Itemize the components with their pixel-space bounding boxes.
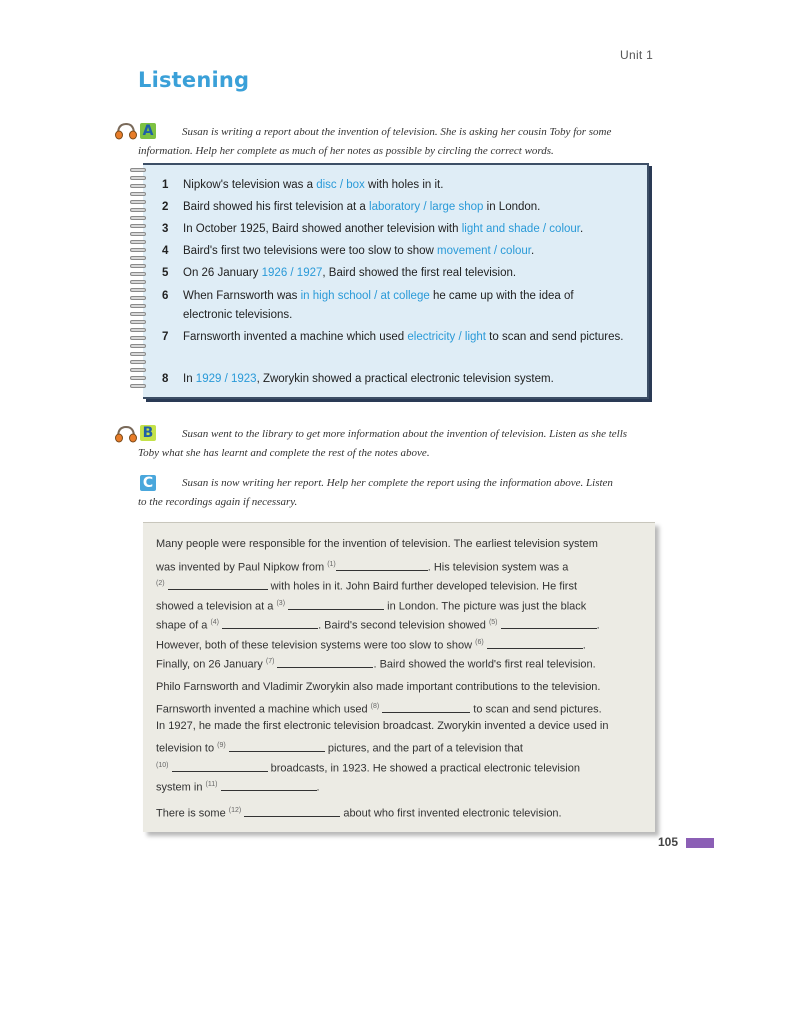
spiral-binding — [130, 168, 148, 394]
page-title: Listening — [138, 68, 250, 92]
note-number: 1 — [162, 179, 169, 191]
note-number: 5 — [162, 267, 169, 279]
section-letter-b: B — [140, 425, 156, 441]
report-line: In 1927, he made the first electronic television broadcast. Zworykin invented a device used in — [156, 720, 609, 732]
report-line: Philo Farnsworth and Vladimir Zworykin also made important contributions to the television. — [156, 681, 601, 693]
note-text: to scan and send pictures. — [485, 331, 624, 343]
section-c-text: Susan is now writing her report. Help her complete the report using the information above. Listen to the recordings again if necessary. — [138, 477, 613, 508]
report-line: showed a television at a $^{(3)}$ in London. The picture was just the black — [156, 600, 587, 613]
note-number: 7 — [162, 331, 169, 343]
blank-11[interactable] — [221, 781, 317, 791]
report-line: However, both of these television systems were too slow to show $^{(6)}$ . — [156, 639, 586, 652]
report-line: television to $^{(9)}$ pictures, and the part of a television that — [156, 742, 523, 755]
blank-7[interactable] — [277, 658, 373, 668]
note-options[interactable]: 1926 / 1927 — [261, 267, 323, 279]
report-line: Many people were responsible for the invention of television. The earliest television system — [156, 538, 598, 550]
headphones-icon — [114, 122, 138, 140]
note-options[interactable]: disc / box — [316, 179, 365, 191]
note-text: On 26 January — [183, 267, 262, 279]
page-number: 105 — [658, 835, 679, 849]
note-text: with holes in it. — [364, 179, 444, 191]
report-line: shape of a $^{(4)}$ . Baird's second television showed $^{(5)}$ . — [156, 619, 600, 632]
report-line: There is some $^{(12)}$ about who first invented electronic television. — [156, 807, 562, 820]
blank-12[interactable] — [244, 807, 340, 817]
note-number: 6 — [162, 290, 169, 302]
note-item — [162, 220, 632, 239]
note-text: In — [183, 373, 196, 385]
note-options[interactable]: light and shade / colour — [461, 223, 580, 235]
blank-6[interactable] — [487, 639, 583, 649]
blank-5[interactable] — [501, 619, 597, 629]
note-number: 3 — [162, 223, 169, 235]
section-a-instruction — [138, 123, 638, 161]
note-item — [162, 242, 632, 261]
report-line: $^{(2)}$ with holes in it. John Baird further developed television. He first — [156, 580, 578, 593]
section-letter-a: A — [140, 123, 156, 139]
section-c-instruction — [138, 474, 618, 512]
section-b-text: Susan went to the library to get more information about the invention of television. Listen as she tells Toby what she has learnt and complete the rest of the notes above. — [138, 428, 628, 459]
report-line: was invented by Paul Nipkow from $^{(1)}$ . His television system was a — [156, 561, 569, 574]
note-text: When Farnsworth was — [183, 290, 301, 302]
headphones-icon — [114, 425, 138, 443]
note-text: Farnsworth invented a machine which used — [183, 331, 408, 343]
note-text: . — [580, 223, 584, 235]
blank-3[interactable] — [288, 600, 384, 610]
note-text: Baird's first two televisions were too slow to show — [183, 245, 438, 257]
note-text: in London. — [483, 201, 541, 213]
note-number: 4 — [162, 245, 169, 257]
blank-8[interactable] — [382, 703, 470, 713]
note-text: he came up with the idea of electronic televisions. — [183, 290, 574, 321]
note-text: In October 1925, Baird showed another television with — [183, 223, 462, 235]
report-line: $^{(10)}$ broadcasts, in 1923. He showed a practical electronic television — [156, 762, 580, 775]
note-options[interactable]: electricity / light — [407, 331, 486, 343]
note-text: Baird showed his first television at a — [183, 201, 370, 213]
note-text: , Baird showed the first real television. — [322, 267, 517, 279]
report-line: system in $^{(11)}$ . — [156, 781, 320, 794]
section-b-instruction — [138, 425, 648, 463]
note-options[interactable]: laboratory / large shop — [369, 201, 484, 213]
page-number-bar — [686, 838, 714, 848]
note-number: 2 — [162, 201, 169, 213]
note-number: 8 — [162, 373, 169, 385]
note-options[interactable]: in high school / at college — [300, 290, 430, 302]
note-text: Nipkow's television was a — [183, 179, 317, 191]
note-text: , Zworykin showed a practical electronic television system. — [256, 373, 554, 385]
report-line: Farnsworth invented a machine which used $^{(8)}$ to scan and send pictures. — [156, 703, 602, 716]
note-item — [162, 370, 632, 389]
note-options[interactable]: movement / colour — [437, 245, 531, 257]
section-a-text: Susan is writing a report about the invention of television. She is asking her cousin Toby for some information. Help her complete as much of her notes as possible by circling the correct words. — [138, 126, 612, 157]
report-line: Finally, on 26 January $^{(7)}$ . Baird showed the world's first real television. — [156, 658, 596, 671]
note-text: . — [531, 245, 535, 257]
note-item — [162, 328, 632, 347]
section-letter-c: C — [140, 475, 156, 491]
note-item — [162, 176, 632, 195]
blank-9[interactable] — [229, 742, 325, 752]
blank-1[interactable] — [336, 561, 428, 571]
note-item — [162, 264, 632, 283]
blank-4[interactable] — [222, 619, 318, 629]
note-item — [162, 198, 632, 217]
blank-2[interactable] — [168, 580, 268, 590]
note-item — [162, 287, 622, 325]
blank-10[interactable] — [172, 762, 268, 772]
unit-label: Unit 1 — [620, 48, 654, 62]
note-options[interactable]: 1929 / 1923 — [195, 373, 257, 385]
